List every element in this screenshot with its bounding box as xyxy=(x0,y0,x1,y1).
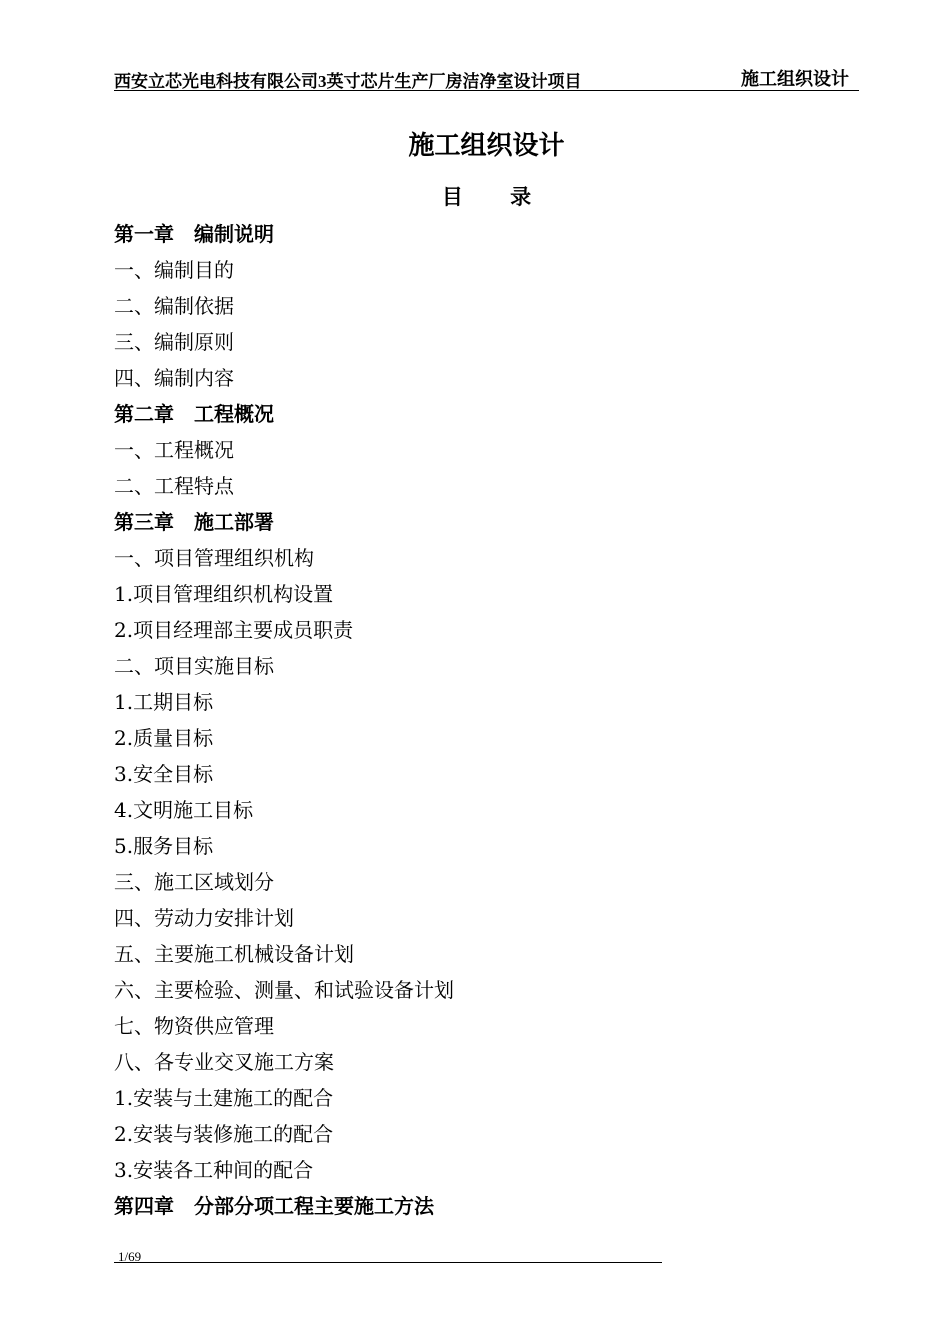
toc-entry: 1.项目管理组织机构设置 xyxy=(114,582,334,606)
document-title: 施工组织设计 xyxy=(408,131,565,161)
toc-entry: 2.项目经理部主要成员职责 xyxy=(114,618,354,642)
page-number: 1/69 xyxy=(118,1249,142,1264)
header-project-name: 西安立芯光电科技有限公司3英寸芯片生产厂房洁净室设计项目 xyxy=(114,72,582,91)
toc-entry: 2.安装与装修施工的配合 xyxy=(114,1122,334,1146)
toc-entry: 3.安全目标 xyxy=(114,762,214,786)
toc-chapter-entry: 第二章 工程概况 xyxy=(114,402,274,426)
toc-entry: 5.服务目标 xyxy=(114,834,214,858)
toc-entry: 二、编制依据 xyxy=(114,294,234,318)
toc-entry: 4.文明施工目标 xyxy=(114,798,254,822)
toc-entry: 1.安装与土建施工的配合 xyxy=(114,1086,334,1110)
table-of-contents xyxy=(114,216,854,1224)
toc-entry: 一、工程概况 xyxy=(114,438,234,462)
toc-entry: 二、工程特点 xyxy=(114,474,234,498)
footer-rule xyxy=(114,1262,662,1263)
toc-entry: 五、主要施工机械设备计划 xyxy=(114,942,354,966)
toc-entry: 八、各专业交叉施工方案 xyxy=(114,1050,334,1074)
toc-heading: 目 录 xyxy=(441,185,552,209)
toc-entry: 七、物资供应管理 xyxy=(114,1014,274,1038)
toc-entry: 三、编制原则 xyxy=(114,330,234,354)
toc-entry: 1.工期目标 xyxy=(114,690,214,714)
header-section-name: 施工组织设计 xyxy=(741,69,849,89)
toc-entry: 2.质量目标 xyxy=(114,726,214,750)
toc-entry: 六、主要检验、测量、和试验设备计划 xyxy=(114,978,454,1002)
toc-entry: 三、施工区域划分 xyxy=(114,870,274,894)
toc-entry: 四、编制内容 xyxy=(114,366,234,390)
page-header xyxy=(114,62,859,91)
toc-entry: 一、项目管理组织机构 xyxy=(114,546,314,570)
toc-entry: 3.安装各工种间的配合 xyxy=(114,1158,314,1182)
toc-entry: 二、项目实施目标 xyxy=(114,654,274,678)
toc-entry: 四、劳动力安排计划 xyxy=(114,906,294,930)
toc-entry: 一、编制目的 xyxy=(114,258,234,282)
toc-chapter-entry: 第一章 编制说明 xyxy=(114,222,274,246)
toc-chapter-entry: 第四章 分部分项工程主要施工方法 xyxy=(114,1194,434,1218)
toc-chapter-entry: 第三章 施工部署 xyxy=(114,510,274,534)
